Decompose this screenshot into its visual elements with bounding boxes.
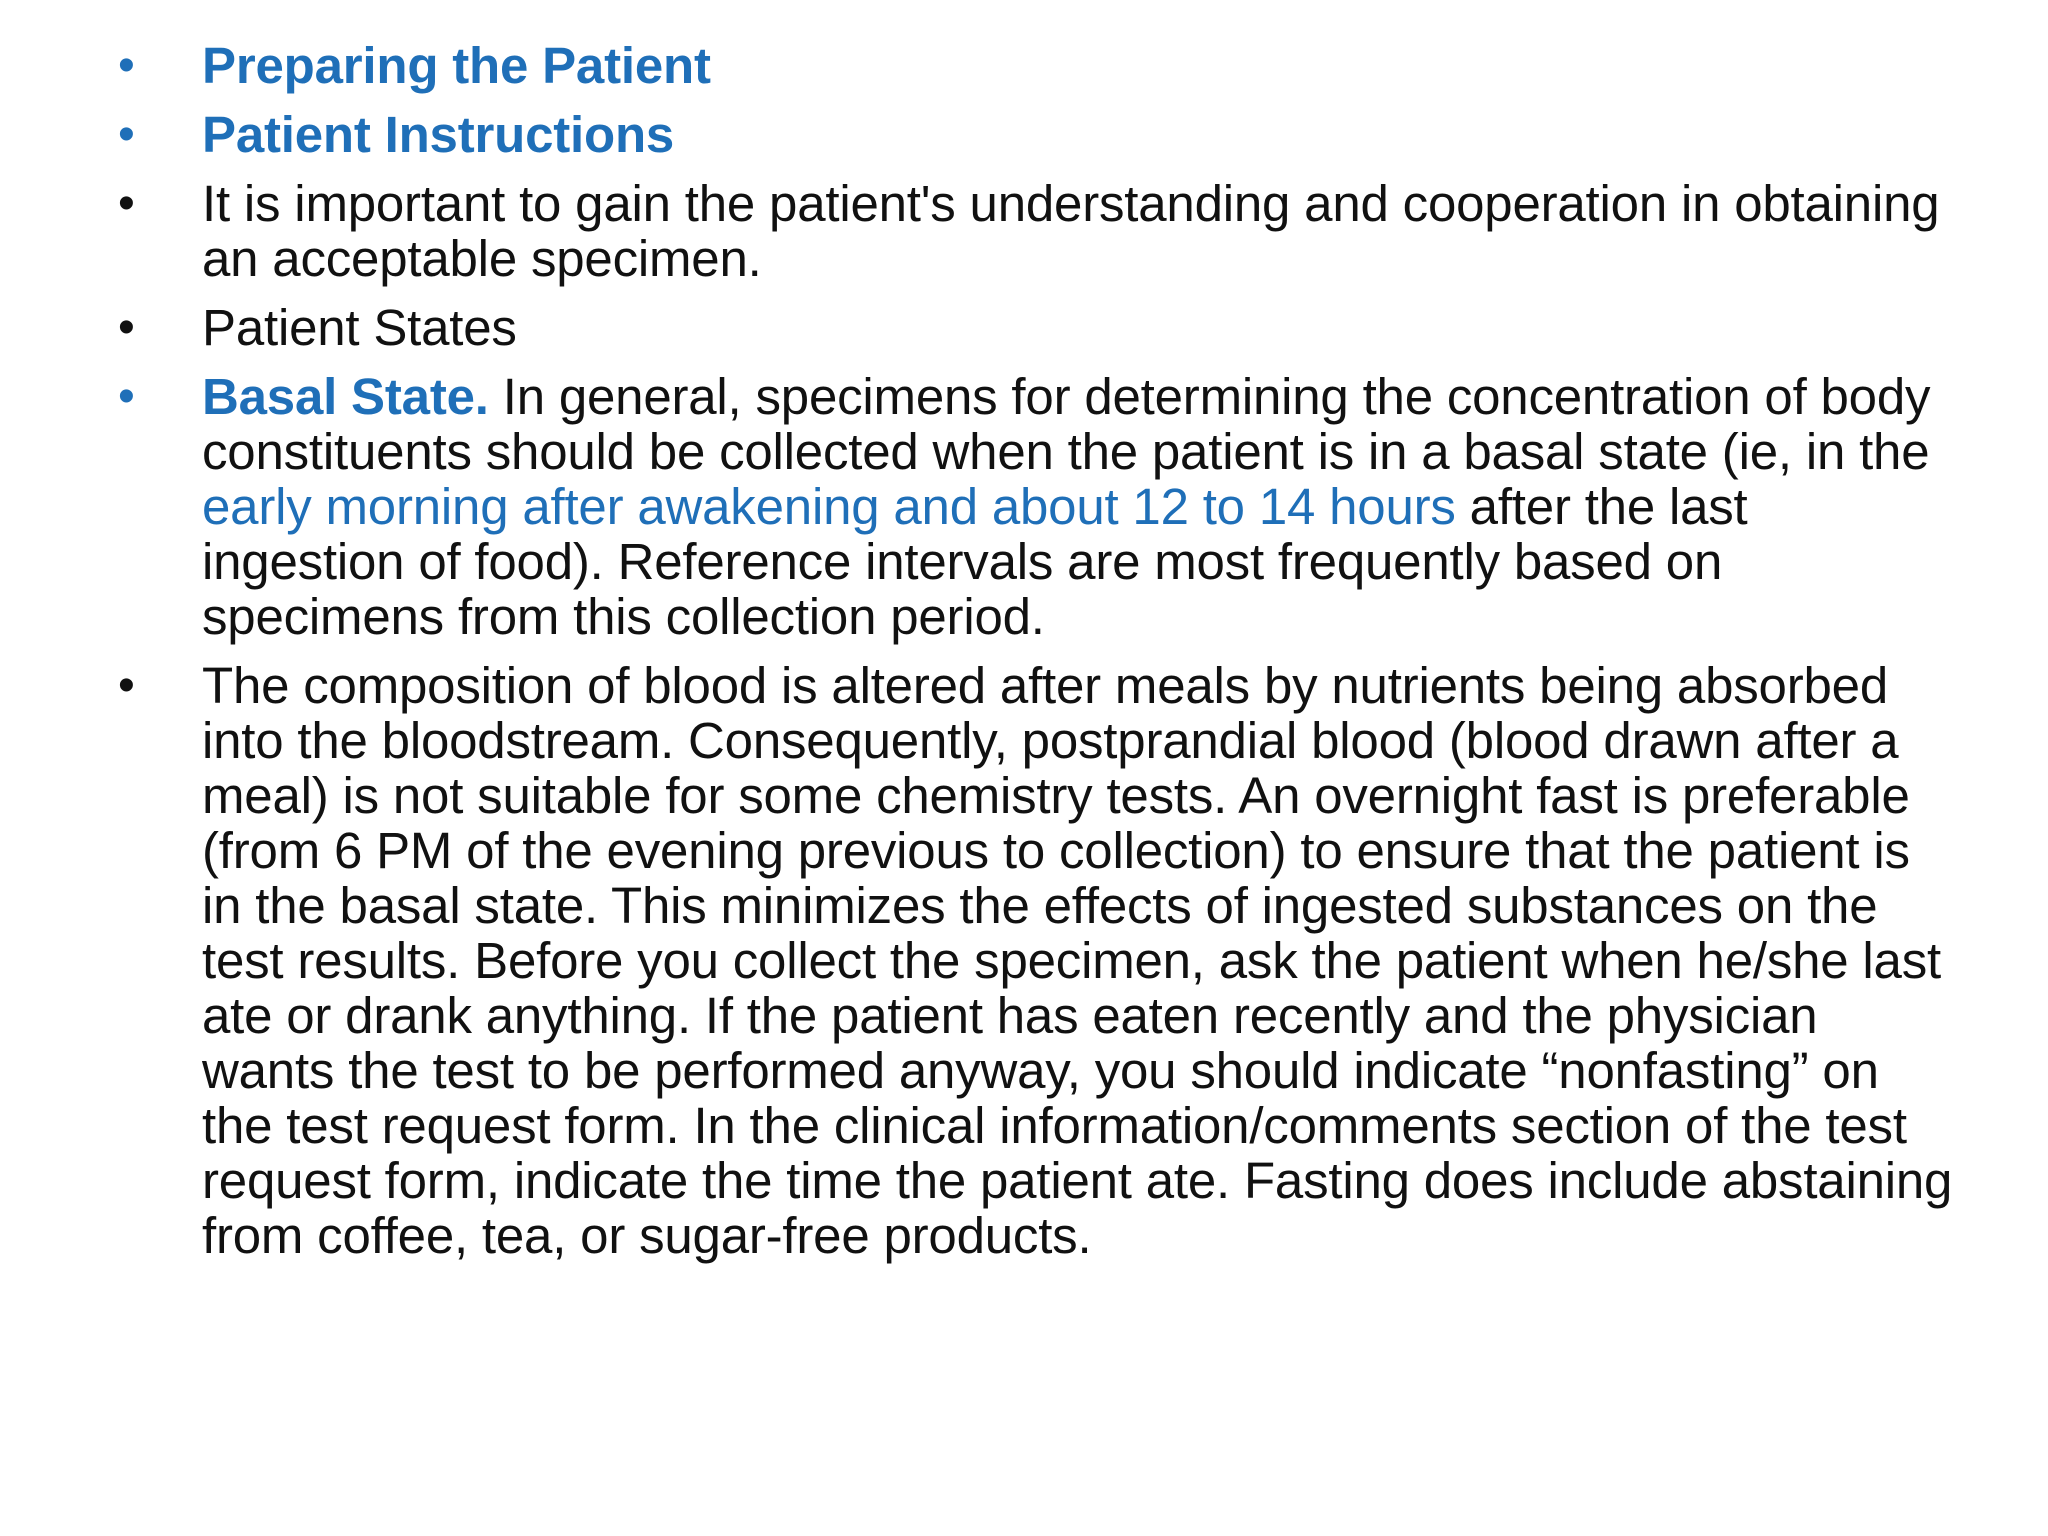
bullet-heading: Patient Instructions — [202, 106, 675, 163]
basal-state-text-part1: In general, specimens for determining the concentration of body constituents should be collected when the patient is in a basal state (ie, in the — [202, 368, 1931, 480]
bullet-cooperation — [118, 176, 1958, 286]
bullet-patient-states — [118, 300, 1958, 355]
bullet-dot-icon: • — [118, 39, 135, 92]
bullet-text: The composition of blood is altered after meals by nutrients being absorbed into the bloodstream. Consequently, postprandial blood (blood drawn after a meal) is not suitable for some chemistry tests. An overnight fast is preferable (from 6 PM of the evening previous to collection) to ensure that the patient is in the basal state. This minimizes the effects of ingested substances on the test results. Before you collect the specimen, ask the patient when he/she last ate or drank anything. If the patient has eaten recently and the physician wants the test to be performed anyway, you should indicate “nonfasting” on the test request form. In the clinical information/comments section of the test request form, indicate the time the patient ate. Fasting does include abstaining from coffee, tea, or sugar-free products. — [202, 657, 1953, 1264]
bullet-basal-state — [118, 369, 1958, 644]
bullet-text: Patient States — [202, 299, 517, 356]
bullet-blood-composition — [118, 658, 1958, 1263]
bullet-dot-icon: • — [118, 301, 135, 354]
bullet-list — [118, 38, 1958, 1277]
bullet-dot-icon: • — [118, 370, 135, 423]
basal-state-lead: Basal State. — [202, 368, 489, 425]
bullet-dot-icon: • — [118, 659, 135, 712]
bullet-patient-instructions — [118, 107, 1958, 162]
bullet-dot-icon: • — [118, 108, 135, 161]
bullet-text: It is important to gain the patient's understanding and cooperation in obtaining an acceptable specimen. — [202, 175, 1940, 287]
bullet-heading: Preparing the Patient — [202, 37, 711, 94]
basal-state-text-part2: after the last ingestion of food). Reference intervals are most frequently based on specimens from this collection period. — [202, 478, 1748, 645]
basal-state-highlight: early morning after awakening and about 12 to 14 hours — [202, 478, 1456, 535]
bullet-dot-icon: • — [118, 177, 135, 230]
bullet-preparing-the-patient — [118, 38, 1958, 93]
